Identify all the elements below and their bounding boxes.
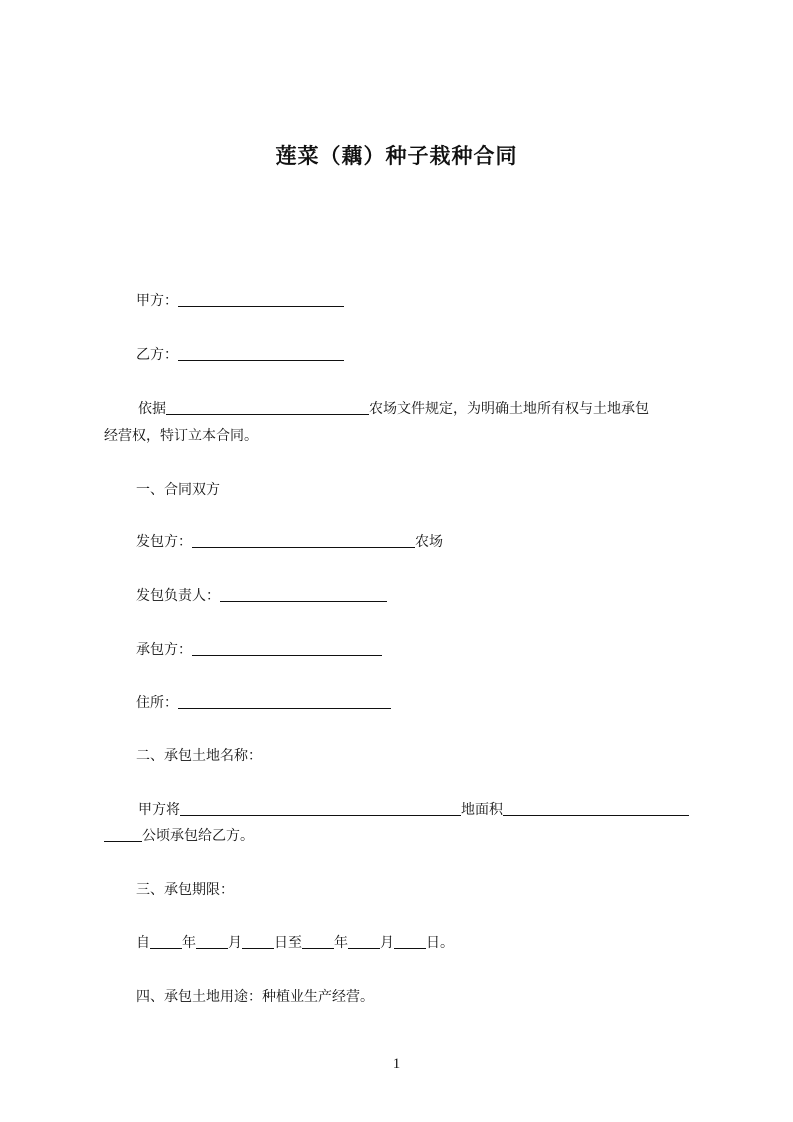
section-3-heading: 三、承包期限： [136, 882, 234, 898]
contractee-blank[interactable] [192, 641, 382, 656]
term-p3: 月 [228, 935, 242, 951]
section-4-heading: 四、承包土地用途：种植业生产经营。 [136, 989, 374, 1005]
land-middle: 地面积 [461, 802, 503, 818]
end-day-blank[interactable] [394, 934, 426, 949]
basis-line-1 [138, 399, 649, 419]
section-1-heading: 一、合同双方 [136, 482, 220, 498]
contractor-label: 发包方： [136, 534, 192, 550]
term-p5: 年 [334, 935, 348, 951]
end-month-blank[interactable] [348, 934, 380, 949]
address-label: 住所： [136, 695, 178, 711]
contractor-head-line [136, 586, 387, 606]
land-prefix: 甲方将 [138, 802, 180, 818]
basis-line-2: 经营权，特订立本合同。 [104, 428, 258, 444]
land-area-blank[interactable] [503, 801, 689, 816]
section-2-heading: 二、承包土地名称： [136, 748, 262, 764]
term-p4: 日至 [274, 935, 302, 951]
contractor-head-blank[interactable] [220, 587, 387, 602]
land-area-blank-cont[interactable] [104, 827, 142, 842]
start-month-blank[interactable] [196, 934, 228, 949]
contractor-line [136, 532, 443, 552]
term-p2: 年 [182, 935, 196, 951]
basis-prefix: 依据 [138, 401, 166, 417]
address-blank[interactable] [178, 694, 391, 709]
party-a-line [136, 291, 344, 311]
land-line-1 [138, 800, 689, 820]
party-b-line [136, 345, 344, 365]
land-line2-suffix: 公顷承包给乙方。 [142, 828, 254, 844]
term-line [136, 933, 454, 953]
basis-blank[interactable] [166, 400, 369, 415]
end-year-blank[interactable] [302, 934, 334, 949]
contractee-label: 承包方： [136, 642, 192, 658]
term-p6: 月 [380, 935, 394, 951]
start-year-blank[interactable] [150, 934, 182, 949]
page-number: 1 [392, 1056, 401, 1072]
party-a-label: 甲方： [136, 293, 178, 309]
start-day-blank[interactable] [242, 934, 274, 949]
land-line-2 [104, 826, 254, 846]
party-b-blank[interactable] [178, 346, 344, 361]
party-b-label: 乙方： [136, 347, 178, 363]
term-p1: 自 [136, 935, 150, 951]
contractor-suffix: 农场 [415, 534, 443, 550]
document-title: 莲菜（藕）种子栽种合同 [275, 144, 518, 168]
address-line [136, 693, 391, 713]
contractor-head-label: 发包负责人： [136, 588, 220, 604]
basis-suffix: 农场文件规定，为明确土地所有权与土地承包 [369, 401, 649, 417]
party-a-blank[interactable] [178, 292, 344, 307]
contractor-blank[interactable] [192, 533, 415, 548]
land-name-blank[interactable] [180, 801, 461, 816]
contractee-line [136, 640, 382, 660]
term-p7: 日。 [426, 935, 454, 951]
